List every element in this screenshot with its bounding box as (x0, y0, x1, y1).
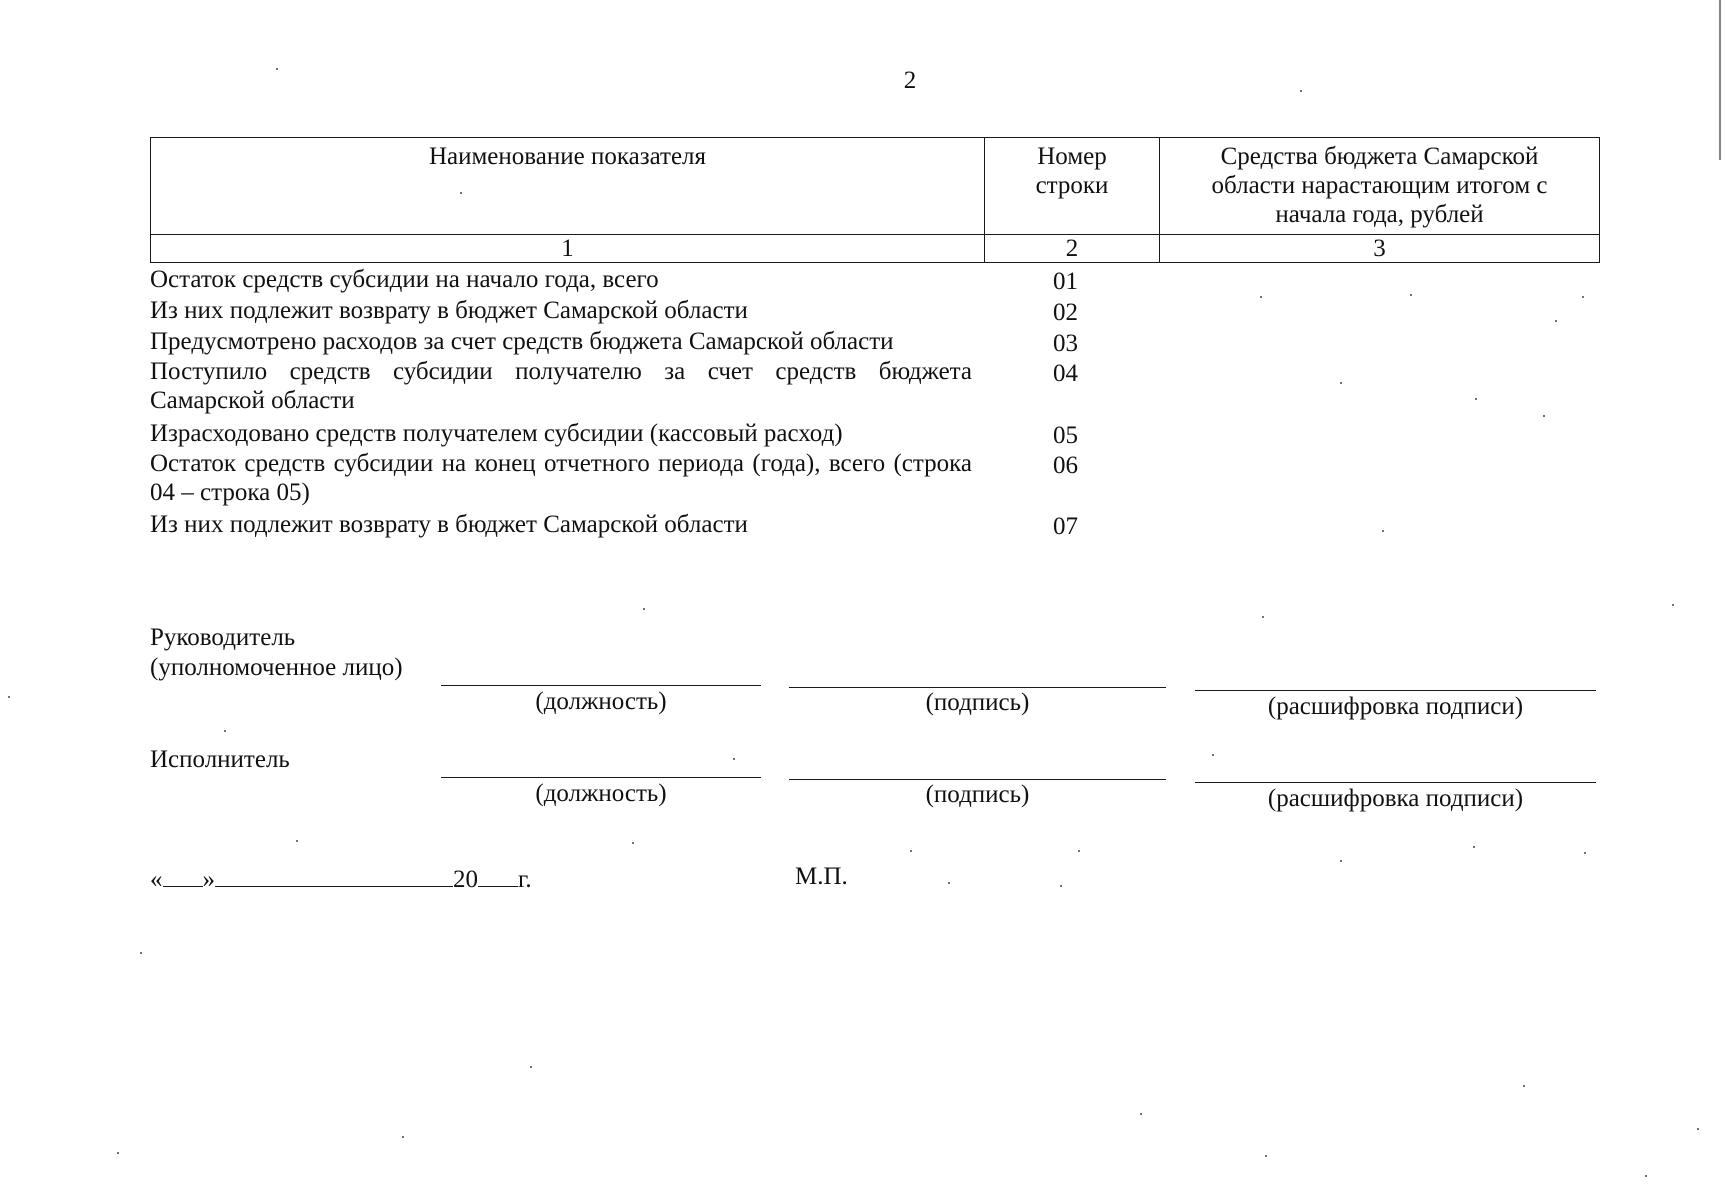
column-number-2: 2 (985, 235, 1160, 263)
scan-speck (1340, 860, 1342, 862)
date-close-quote: » (202, 866, 215, 893)
scan-speck (948, 882, 950, 884)
date-year-suffix: г. (518, 866, 532, 893)
page-number: 2 (903, 67, 917, 94)
column-number-3: 3 (1160, 235, 1600, 263)
date-open-quote: « (150, 866, 163, 893)
scan-speck (733, 758, 735, 760)
head-signature-caption: (подпись) (925, 689, 1030, 716)
scan-speck (1382, 530, 1384, 532)
row-value (1159, 449, 1600, 510)
scan-speck (224, 730, 226, 732)
scan-speck (1262, 616, 1264, 618)
scan-speck (1060, 885, 1062, 887)
executor-label: Исполнитель (150, 746, 290, 773)
scan-speck (117, 1152, 119, 1154)
date-month-blank (215, 862, 453, 887)
row-name: Из них подлежит возврату в бюджет Самарской области (150, 511, 748, 538)
head-position-line (441, 685, 761, 686)
scan-speck (1410, 294, 1412, 296)
executor-position-caption: (должность) (535, 780, 667, 807)
scan-speck (1212, 754, 1214, 756)
scan-speck (460, 192, 462, 194)
executor-decoding-line (1195, 782, 1596, 783)
table-row (150, 419, 1600, 449)
scan-speck (1555, 320, 1557, 322)
row-value (1159, 510, 1600, 541)
date-day-blank (163, 862, 203, 887)
table-row (150, 265, 1600, 296)
head-position-caption: (должность) (535, 688, 667, 715)
row-code: 04 (1053, 360, 1078, 387)
table-row (150, 510, 1600, 541)
report-table-body (150, 265, 1600, 541)
scan-speck (643, 608, 645, 610)
scan-speck (140, 952, 142, 954)
scan-speck (1697, 1128, 1699, 1130)
date-year-prefix: 20 (453, 866, 478, 893)
row-value (1159, 327, 1600, 357)
row-value (1159, 357, 1600, 419)
row-value (1159, 296, 1600, 327)
head-decoding-caption: (расшифровка подписи) (1267, 693, 1524, 720)
row-code: 06 (1053, 452, 1078, 479)
header-row-number: Номер строки (985, 138, 1160, 235)
scan-speck (1543, 415, 1545, 417)
executor-signature-caption: (подпись) (925, 781, 1030, 808)
head-decoding-line (1195, 690, 1596, 691)
scan-speck (1140, 1113, 1142, 1115)
scan-speck (530, 1066, 532, 1068)
table-row (150, 327, 1600, 357)
row-value (1159, 419, 1600, 449)
header-budget-funds: Средства бюджета Самарской области нарастающим итогом с начала года, рублей (1160, 138, 1600, 235)
head-label-authorized: (уполномоченное лицо) (150, 654, 403, 681)
row-code: 02 (1053, 299, 1078, 326)
scan-speck (1582, 296, 1584, 298)
scan-edge-mark (1719, 0, 1721, 160)
executor-position-line (441, 777, 761, 778)
report-table-header (150, 137, 1600, 263)
scan-speck (910, 850, 912, 852)
scan-speck (632, 842, 634, 844)
scan-speck (1300, 90, 1302, 92)
row-code: 03 (1053, 330, 1078, 357)
row-name: Поступило средств субсидии получателю за счет средств бюджета Самарской области (150, 358, 972, 414)
row-code: 07 (1053, 513, 1078, 540)
scan-speck (8, 696, 10, 698)
scan-speck (1523, 1085, 1525, 1087)
stamp-place: М.П. (795, 863, 848, 890)
scan-speck (1265, 1155, 1267, 1157)
scan-speck (1475, 398, 1477, 400)
scan-speck (1078, 850, 1080, 852)
head-label: Руководитель (150, 624, 296, 651)
column-number-1: 1 (151, 235, 985, 263)
scan-speck (1584, 852, 1586, 854)
date-line (150, 862, 532, 895)
scan-speck (1672, 604, 1674, 606)
scan-speck (402, 1136, 404, 1138)
row-name: Предусмотрено расходов за счет средств бюджета Самарской области (150, 328, 894, 355)
row-value (1159, 265, 1600, 296)
scan-speck (296, 840, 298, 842)
row-code: 05 (1053, 422, 1078, 449)
header-indicator-name: Наименование показателя (151, 138, 985, 235)
scan-speck (276, 68, 278, 70)
row-name: Израсходовано средств получателем субсидии (кассовый расход) (150, 420, 843, 447)
row-name: Остаток средств субсидии на конец отчетного периода (года), всего (строка 04 – строка 05) (150, 450, 972, 506)
scan-speck (1260, 296, 1262, 298)
scan-speck (1340, 382, 1342, 384)
row-name: Остаток средств субсидии на начало года, всего (150, 266, 659, 293)
table-row (150, 449, 1600, 510)
executor-decoding-caption: (расшифровка подписи) (1267, 785, 1524, 812)
scan-speck (1645, 1175, 1647, 1177)
table-row (150, 296, 1600, 327)
table-row (150, 357, 1600, 419)
date-year-blank (478, 862, 518, 887)
row-name: Из них подлежит возврату в бюджет Самарской области (150, 297, 748, 324)
row-code: 01 (1053, 268, 1078, 295)
scan-speck (1473, 846, 1475, 848)
